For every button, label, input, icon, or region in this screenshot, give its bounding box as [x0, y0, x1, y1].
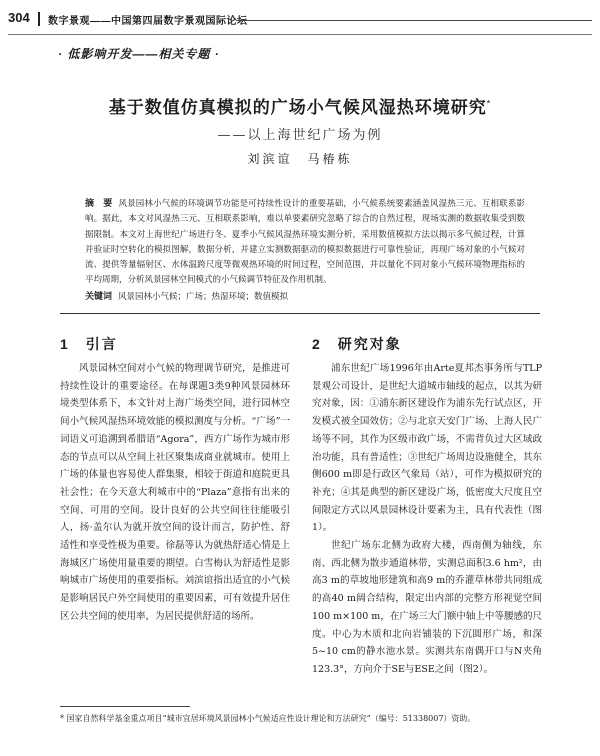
section-2-body [312, 360, 542, 679]
footnote: * 国家自然科学基金重点项目“城市宜居环境风景园林小气候适应性设计理论和方法研究”（编号：51338007）资助。 [60, 714, 476, 723]
running-header [8, 10, 592, 30]
abstract [85, 196, 525, 289]
keywords-text: 风景园林小气候；广场；热湿环境；数值模拟 [118, 292, 289, 302]
section-1-heading [60, 334, 118, 354]
keywords [85, 289, 525, 305]
footnote-rule [60, 706, 190, 707]
authors: 刘滨谊 马椿栋 [247, 152, 353, 166]
section-1-title: 引言 [85, 336, 118, 352]
column-title: · 低影响开发——相关专题 · [58, 47, 220, 61]
article-title [0, 93, 600, 118]
article-subtitle: ——以上海世纪广场为例 [217, 128, 383, 143]
header-divider [38, 12, 40, 26]
keywords-label: 关键词 [85, 291, 113, 301]
title-footnote-mark: * [486, 98, 492, 109]
section-1-body [60, 360, 290, 626]
section-2-number: 2 [312, 336, 322, 352]
section-2-heading [312, 334, 402, 354]
abstract-text: 风景园林小气候的环境调节功能是可持续性设计的重要基础，小气候系统要素涵盖风湿热三元、互相联系影响。据此，本文对风湿热三元、互相联系影响，难以单要素研究忽略了综合的自然过程，现场实测的数据收集受到数据限制。本文对上海世纪广场进行冬、夏季小气候风湿热环境实测分析，采用数值模拟方法以揭示多气候过程，计算并验证时空转化的模拟图解，数据分析，并建立实测数据驱动的模拟数据进行可靠性验证，再现广场对象的小气候对流、提供等量辐射区、水体温跨尺度等微观热环境的时间过程，空间范围，并以量化不同对象小气候环境物理指标的平均周期，分析风景园林空间模式的小气候调节特征及作用机制。 [85, 199, 525, 286]
abstract-rule [60, 313, 540, 314]
paragraph: 浦东世纪广场1996年由Arte夏邦杰事务所与TLP景观公司设计，是世纪大道城市轴线的起点，以其为研究对象，因：①浦东新区建设作为浦东先行试点区，开发模式被全国效仿；②与北京天安门广场、上海人民广场等不同，其作为区级市政广场，不需背负过大区域政治功能，具有普适性；③世纪广场周边设施健全，其东侧600 m即是行政区气象局（站），可作为模拟研究的补充；④其是典型的新区建设广场，低密度大尺度且空间限定方式以风景园林设计要素为主，具有代表性（图1）。 [312, 363, 542, 534]
section-2-title: 研究对象 [337, 336, 402, 352]
abstract-label: 摘 要 [85, 198, 113, 208]
header-underline [8, 34, 592, 35]
journal-title: 数字景观——中国第四届数字景观国际论坛 [48, 16, 248, 27]
section-1-number: 1 [60, 336, 70, 352]
header-rule [236, 20, 592, 21]
page-number: 304 [8, 10, 30, 25]
paragraph: 风景园林空间对小气候的物理调节研究，是推进可持续性设计的重要途径。在每课题3类9种风景园林环境类型体系下，本文针对上海广场类空间，进行园林空间小气候风湿热环境效能的模拟测度与分析。“广场”一词语义可追溯到希腊语“Agora”，西方广场作为城市形态的节点可以从空间上社区聚集成商业就城市。使用上广场的体量也容易使人群集聚，相较于街道和庭院更具社会性；在今天意大利城市中的“Plaza”意指有出来的空间、可用的空间。设计良好的公共空间往往能吸引人，扬·盖尔认为就开放空间的设计而言，防护性、舒适性和享受性极为重要。徐磊等认为就热舒适心情是上海城区广场使用量重要的期望。白雪梅认为舒适性是影响城市广场使用的重要指标。刘滨谊指出适宜的小气候是影响居民户外空间使用的重要因素，可有效提升居住区公共空间的使用率，为居民提供舒适的场所。 [60, 363, 290, 622]
paragraph: 世纪广场东北侧为政府大楼，西南侧为轴线，东南、西北侧为散步通道林带，实测总面积3.6 hm²，由高3 m的草坡地形建筑和高9 m的乔灌草林带共同组成的高40 m阔合结构，限定出内部的完整方形视觉空间100 m×100 m，在广场三大门额中轴上中等腰感的尺度。中心为木质和北向岩铺装的下沉圆形广场，和深5~10 cm的静水池水景。实测共东南偶开口与N夹角123.3°，方向介于SE与ESE之间（图2）。 [312, 540, 542, 675]
title-text: 基于数值仿真模拟的广场小气候风湿热环境研究 [108, 98, 487, 117]
